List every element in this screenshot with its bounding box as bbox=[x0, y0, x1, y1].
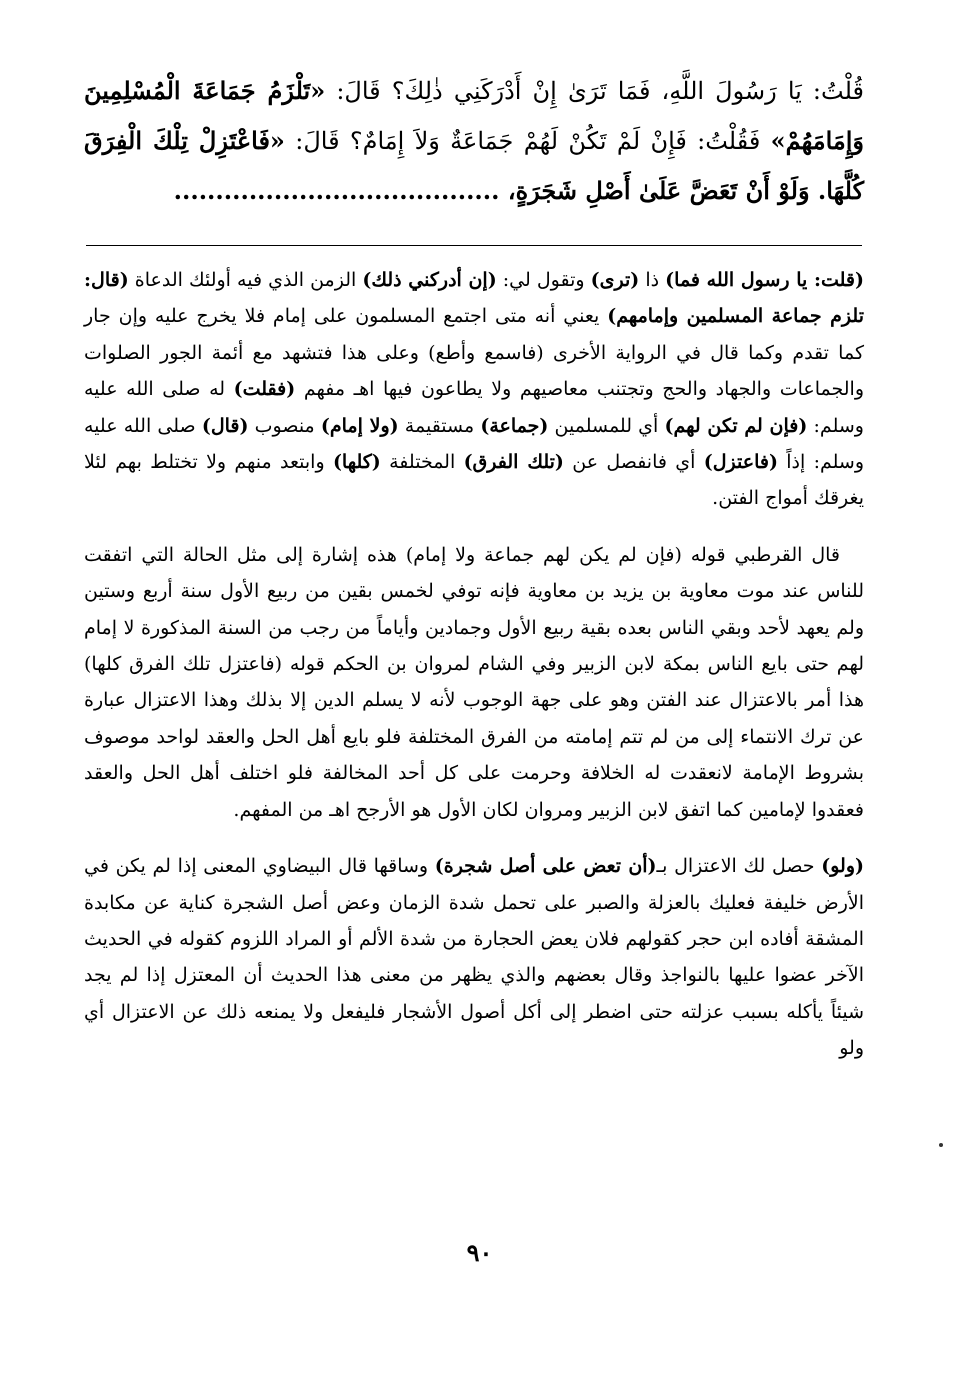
commentary-paragraph-2: قال القرطبي قوله (فإن لم يكن لهم جماعة ولا إمام) هذه إشارة إلى مثل الحالة التي اتفقت للناس عند موت معاوية بن يزيد بن معاوية فإنه توفي لخمس بقين من ربيع الأول سنة أربع وستين ولم يعهد لأحد وبقي الناس بعده بقية ربيع الأول وجمادين وأياماً من رجب من السنة المذكورة لا إمام لهم حتى بايع الناس بمكة لابن الزبير وفي الشام لمروان بن الحكم قوله (فاعتزل تلك الفرق كلها) هذا أمر بالاعتزال عند الفتن وهو على جهة الوجوب لأنه لا يسلم الدين إلا بذلك وهذا الاعتزال عبارة عن ترك الانتماء إلى من لم تتم إمامته من الفرق المختلفة فلو بايع أهل الحل والعقد لواحد موصوف بشروط الإمامة لانعقدت له الخلافة وحرمت على كل أحد المخالفة فلو اختلف أهل الحل والعقد فعقدوا لإمامين كما اتفق لابن الزبير ومروان لكان الأول هو الأرجح اهـ من المفهم. bbox=[84, 543, 864, 821]
hadith-text bbox=[84, 66, 864, 216]
hadith-quote-2: «فَاعْتَزِلْ تِلْكَ الْفِرَقَ كُلَّهَا. وَلَوْ أَنْ تَعَضَّ عَلَىٰ أَصْلِ شَجَرَةٍ، bbox=[84, 126, 864, 205]
bold-hadith-phrase: (إن أدركني ذلك) bbox=[362, 269, 497, 291]
commentary-text: له صلى الله عليه وسلم: bbox=[84, 378, 864, 437]
hadith-text-2: فَقُلْتُ: فَإِنْ لَمْ تَكُنْ لَهُمْ جَمَاعَةٌ وَلاَ إِمَامٌ؟ قَالَ: bbox=[284, 127, 771, 155]
hadith-text-1: قُلْتُ: يَا رَسُولَ اللَّهِ، فَمَا تَرَىٰ إِنْ أَدْرَكَنِي ذٰلِكَ؟ قَالَ: bbox=[325, 77, 864, 105]
commentary-text: أي فانفصل عن bbox=[563, 451, 704, 474]
commentary-paragraph-3 bbox=[84, 848, 864, 1066]
bold-hadith-phrase: (جماعة) bbox=[480, 414, 549, 437]
commentary-text: أي للمسلمين bbox=[548, 414, 665, 437]
commentary-text: مستقيمة bbox=[398, 414, 481, 437]
bold-hadith-phrase: (فقلت) bbox=[233, 378, 296, 401]
bold-hadith-phrase: (قلت: يا رسول الله فما) bbox=[665, 269, 864, 291]
commentary-text: منصوب bbox=[248, 414, 321, 437]
hadith-quote-1: «تَلْزَمُ جَمَاعَةَ الْمُسْلِمِينَ وَإِمَامَهُمْ» bbox=[84, 76, 864, 155]
page-number: ٩٠ bbox=[466, 1238, 493, 1267]
bold-hadith-phrase: (قال) bbox=[201, 414, 249, 437]
bold-hadith-phrase: (ولا إمام) bbox=[320, 414, 399, 437]
footnote-separator-line bbox=[86, 245, 862, 246]
bold-hadith-phrase: (أن تعض على أصل شجرة) bbox=[434, 855, 657, 878]
commentary-text: حصل لك الاعتزال بـ bbox=[656, 855, 822, 878]
commentary-text: الزمن الذي فيه أولئك الدعاة bbox=[128, 269, 363, 291]
commentary-text: وابتعد منهم ولا تختلط بهم لئلا يغرقك أمواج الفتن. bbox=[84, 451, 864, 510]
ellipsis-dots: ....................................... bbox=[173, 176, 508, 205]
bold-hadith-phrase: (ولو) bbox=[821, 855, 864, 878]
commentary-section bbox=[84, 262, 864, 1067]
commentary-text: يعني أنه متى اجتمع المسلمون على إمام فلا يخرج عليه وإن جار كما تقدم وكما قال في الرواية الأخرى (فاسمع وأطع) وعلى هذا فتشهد مع أئمة الجور الصلوات والجماعات والجهاد والحج وتجتنب معاصيهم ولا يطاعون فيها اهـ مفهم bbox=[84, 305, 864, 401]
bold-hadith-phrase: (قال: تلزم جماعة المسلمين وإمامهم) bbox=[84, 269, 864, 328]
bold-hadith-phrase: (فاعتزل) bbox=[703, 451, 778, 474]
commentary-text: المختلفة bbox=[380, 451, 464, 474]
commentary-text: وساقها قال البيضاوي المعنى إذا لم يكن في الأرض خليفة فعليك بالعزلة والصبر على تحمل شدة الزمان وعض أصل الشجرة كناية عن مكابدة المشقة أفاده ابن حجر كقولهم فلان يعض الحجارة من شدة الألم أو المراد اللزوم كقوله في الحديث الآخر عضوا عليها بالنواجذ وقال بعضهم والذي يظهر من معنى هذا الحديث أن المعتزل إذا لم يجد شيئاً يأكله بسبب عزلته حتى اضطر إلى أكل أصول الأشجار فليفعل ولا يمنعه ذلك عن الاعتزال أي ولو bbox=[84, 855, 864, 1060]
commentary-paragraph-1 bbox=[84, 262, 864, 517]
bold-hadith-phrase: (ترى) bbox=[590, 269, 640, 291]
bold-hadith-phrase: (كلها) bbox=[332, 451, 381, 474]
commentary-text: وتقول لي: bbox=[496, 269, 591, 291]
commentary-text: ذا bbox=[639, 269, 666, 291]
commentary-text: صلى الله عليه وسلم: إذاً bbox=[84, 414, 865, 474]
bold-hadith-phrase: (تلك الفرق) bbox=[463, 451, 564, 474]
margin-speck bbox=[939, 1143, 943, 1147]
bold-hadith-phrase: (فإن لم تكن لهم) bbox=[664, 414, 808, 437]
